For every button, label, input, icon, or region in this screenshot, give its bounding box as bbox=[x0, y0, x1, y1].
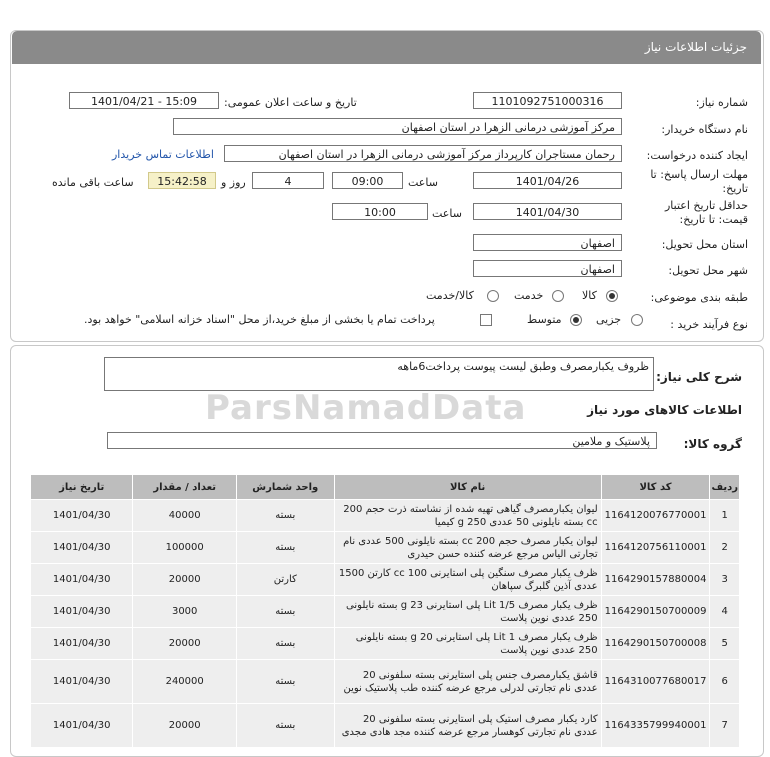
process-option-small: جزیی bbox=[596, 313, 622, 326]
cell-row: 5 bbox=[710, 628, 740, 660]
table-row bbox=[31, 500, 740, 532]
cell-name: لیوان یکبارمصرف گیاهی تهیه شده از نشاسته ذرت حجم 200 cc بسته نایلونی 50 عددی 250 g کیمیا bbox=[334, 500, 601, 532]
remaining-label: ساعت باقی مانده bbox=[52, 176, 134, 189]
cell-date: 1401/04/30 bbox=[31, 628, 133, 660]
city-label: شهر محل تحویل: bbox=[668, 264, 748, 277]
cell-qty: 240000 bbox=[133, 660, 237, 704]
cell-unit: بسته bbox=[236, 660, 334, 704]
days-label: روز و bbox=[221, 176, 246, 189]
goods-group-field: پلاستیک و ملامین bbox=[107, 432, 657, 449]
summary-field: ظروف یکبارمصرف وطبق لیست پیوست پرداخت6ماهه bbox=[104, 357, 654, 391]
buyer-field: مرکز آموزشی درمانی الزهرا در استان اصفهان bbox=[173, 118, 622, 135]
table-row bbox=[31, 532, 740, 564]
goods-section-title: اطلاعات کالاهای مورد نیاز bbox=[587, 403, 742, 417]
process-radio-medium[interactable] bbox=[570, 314, 582, 326]
validity-time-field: 10:00 bbox=[332, 203, 428, 220]
requester-label: ایجاد کننده درخواست: bbox=[646, 149, 748, 162]
panel-title: جزئیات اطلاعات نیاز bbox=[644, 40, 747, 54]
cell-row: 6 bbox=[710, 660, 740, 704]
col-row-header: ردیف bbox=[710, 475, 740, 500]
panel-header bbox=[12, 31, 761, 64]
process-label: نوع فرآیند خرید : bbox=[670, 318, 748, 331]
cell-unit: بسته bbox=[236, 628, 334, 660]
table-row bbox=[31, 660, 740, 704]
cell-date: 1401/04/30 bbox=[31, 704, 133, 748]
city-field: اصفهان bbox=[473, 260, 622, 277]
table-row bbox=[31, 596, 740, 628]
col-date-header: تاریخ نیاز bbox=[31, 475, 133, 500]
requester-field: رحمان مستاجران کارپرداز مرکز آموزشی درمانی الزهرا در استان اصفهان bbox=[224, 145, 622, 162]
cell-name: قاشق یکبارمصرف جنس پلی استایرنی بسته سلفونی 20 عددی نام تجارتی لدرلی مرجع عرضه کننده طب پلاستیک نوین bbox=[334, 660, 601, 704]
cell-date: 1401/04/30 bbox=[31, 660, 133, 704]
deadline-label-2: تاریخ: bbox=[722, 182, 748, 195]
days-field: 4 bbox=[252, 172, 324, 189]
category-label: طبقه بندی موضوعی: bbox=[650, 291, 748, 304]
table-row bbox=[31, 564, 740, 596]
items-table bbox=[30, 474, 740, 748]
cell-qty: 3000 bbox=[133, 596, 237, 628]
deadline-time-field: 09:00 bbox=[332, 172, 403, 189]
cell-qty: 20000 bbox=[133, 704, 237, 748]
cell-unit: کارتن bbox=[236, 564, 334, 596]
cell-name: ظرف یکبار مصرف Lit 1 پلی استایرنی 20 g بسته نایلونی 250 عددی نوین پلاست bbox=[334, 628, 601, 660]
cell-row: 2 bbox=[710, 532, 740, 564]
cell-qty: 40000 bbox=[133, 500, 237, 532]
process-radio-small[interactable] bbox=[631, 314, 643, 326]
cell-code: 1164310077680017 bbox=[601, 660, 710, 704]
deadline-label-1: مهلت ارسال پاسخ: تا bbox=[650, 168, 748, 181]
cell-date: 1401/04/30 bbox=[31, 500, 133, 532]
cell-row: 4 bbox=[710, 596, 740, 628]
goods-group-label: گروه کالا: bbox=[683, 437, 742, 451]
cell-code: 1164290150700008 bbox=[601, 628, 710, 660]
need-number-field: 1101092751000316 bbox=[473, 92, 622, 109]
cell-date: 1401/04/30 bbox=[31, 532, 133, 564]
table-row bbox=[31, 704, 740, 748]
cell-qty: 20000 bbox=[133, 564, 237, 596]
col-name-header: نام کالا bbox=[334, 475, 601, 500]
cell-unit: بسته bbox=[236, 596, 334, 628]
category-option-both: کالا/خدمت bbox=[426, 289, 474, 302]
cell-code: 1164120076770001 bbox=[601, 500, 710, 532]
category-radio-both[interactable] bbox=[487, 290, 499, 302]
remaining-timer: 15:42:58 bbox=[148, 172, 216, 189]
need-number-label: شماره نیاز: bbox=[695, 96, 748, 109]
announce-label: تاریخ و ساعت اعلان عمومی: bbox=[224, 96, 357, 109]
cell-row: 3 bbox=[710, 564, 740, 596]
cell-qty: 20000 bbox=[133, 628, 237, 660]
cell-date: 1401/04/30 bbox=[31, 564, 133, 596]
validity-label-1: حداقل تاریخ اعتبار bbox=[664, 199, 748, 212]
cell-code: 1164290150700009 bbox=[601, 596, 710, 628]
category-radio-service[interactable] bbox=[552, 290, 564, 302]
province-label: استان محل تحویل: bbox=[661, 238, 748, 251]
cell-code: 1164120756110001 bbox=[601, 532, 710, 564]
col-code-header: کد کالا bbox=[601, 475, 710, 500]
table-row bbox=[31, 628, 740, 660]
cell-row: 7 bbox=[710, 704, 740, 748]
cell-unit: بسته bbox=[236, 532, 334, 564]
province-field: اصفهان bbox=[473, 234, 622, 251]
cell-code: 1164290157880004 bbox=[601, 564, 710, 596]
treasury-payment-checkbox[interactable] bbox=[480, 314, 492, 326]
cell-name: ظرف یکبار مصرف Lit 1/5 پلی استایرنی 23 g بسته نایلونی 250 عددی نوین پلاست bbox=[334, 596, 601, 628]
cell-row: 1 bbox=[710, 500, 740, 532]
validity-date-field: 1401/04/30 bbox=[473, 203, 622, 220]
deadline-time-label: ساعت bbox=[408, 176, 438, 189]
summary-label: شرح کلی نیاز: bbox=[656, 370, 742, 384]
validity-label-2: قیمت: تا تاریخ: bbox=[679, 213, 748, 226]
cell-qty: 100000 bbox=[133, 532, 237, 564]
cell-date: 1401/04/30 bbox=[31, 596, 133, 628]
cell-unit: بسته bbox=[236, 500, 334, 532]
table-header-row bbox=[31, 475, 740, 500]
category-option-service: خدمت bbox=[514, 289, 544, 302]
category-option-goods: کالا bbox=[582, 289, 597, 302]
cell-unit: بسته bbox=[236, 704, 334, 748]
col-unit-header: واحد شمارش bbox=[236, 475, 334, 500]
announce-field: 1401/04/21 - 15:09 bbox=[69, 92, 219, 109]
validity-time-label: ساعت bbox=[432, 207, 462, 220]
watermark-logo: ParsNamadData bbox=[205, 388, 527, 428]
treasury-payment-note: پرداخت تمام یا بخشی از مبلغ خرید،از محل "اسناد خزانه اسلامی" خواهد بود. bbox=[84, 313, 435, 326]
cell-name: کارد یکبار مصرف استیک پلی استایرنی بسته سلفونی 20 عددی نام تجارتی کوهسار مرجع عرضه کننده مجد هادی مجدی bbox=[334, 704, 601, 748]
cell-name: لیوان یکبار مصرف حجم 200 cc بسته نایلونی 500 عددی نام تجارتی الیاس مرجع عرضه کننده حسن حیدری bbox=[334, 532, 601, 564]
cell-name: ظرف یکبار مصرف سنگین پلی استایرنی 100 cc کارتن 1500 عددی آذین گلبرگ سپاهان bbox=[334, 564, 601, 596]
buyer-label: نام دستگاه خریدار: bbox=[661, 123, 748, 136]
category-radio-goods[interactable] bbox=[606, 290, 618, 302]
cell-code: 1164335799940001 bbox=[601, 704, 710, 748]
contact-buyer-link[interactable]: اطلاعات تماس خریدار bbox=[112, 148, 214, 161]
col-qty-header: تعداد / مقدار bbox=[133, 475, 237, 500]
deadline-date-field: 1401/04/26 bbox=[473, 172, 622, 189]
process-option-medium: متوسط bbox=[527, 313, 562, 326]
